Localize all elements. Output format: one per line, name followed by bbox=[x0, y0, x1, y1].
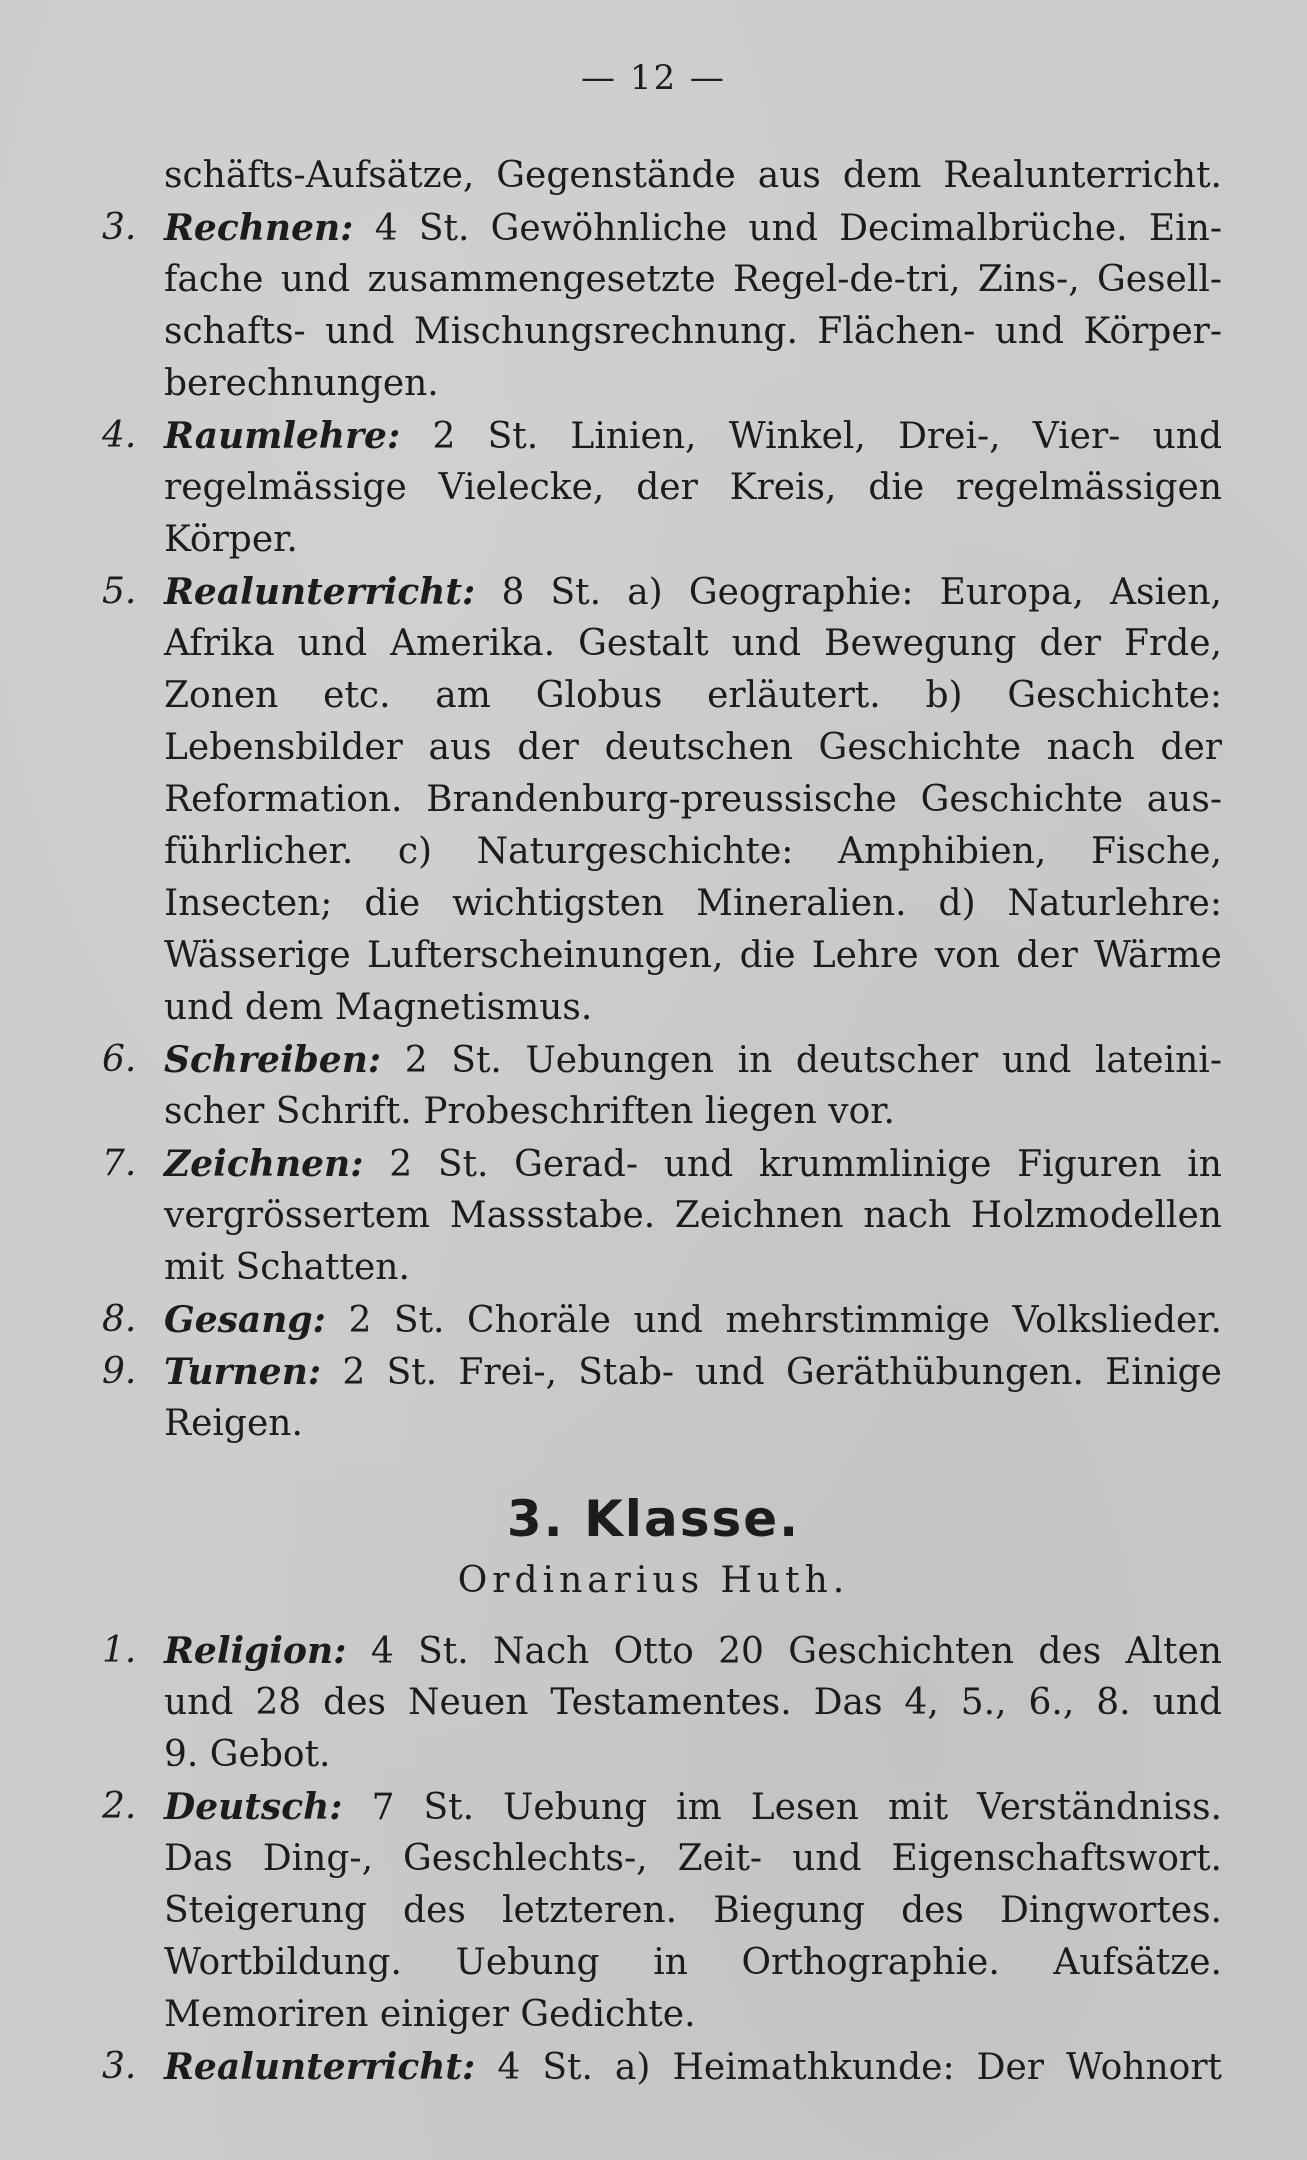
item-line: Wässerige Lufterscheinungen, die Lehre von der Wärme bbox=[164, 935, 1222, 976]
list-item bbox=[102, 1781, 1222, 2041]
item-text: 4 St. Nach Otto 20 Geschichten des Alten bbox=[370, 1631, 1222, 1672]
intro-line: schäfts-Aufsätze, Gegenstände aus dem Realunterricht. bbox=[164, 155, 1222, 196]
item-line: vergrössertem Massstabe. Zeichnen nach Holzmodellen bbox=[164, 1195, 1222, 1236]
item-line: scher Schrift. Probeschriften liegen vor. bbox=[164, 1091, 895, 1132]
item-text: 2 St. Linien, Winkel, Drei-, Vier- und bbox=[432, 416, 1222, 457]
item-number: 5. bbox=[102, 571, 137, 612]
subject-label: Raumlehre: bbox=[164, 415, 401, 457]
item-text: 4 St. a) Heimathkunde: Der Wohnort bbox=[497, 2047, 1222, 2088]
item-number: 1. bbox=[102, 1630, 137, 1671]
item-number: 9. bbox=[102, 1351, 137, 1392]
item-number: 8. bbox=[102, 1299, 137, 1340]
item-line: regelmässige Vielecke, der Kreis, die regelmässigen bbox=[164, 467, 1222, 508]
item-line: Afrika und Amerika. Gestalt und Bewegung der Frde, bbox=[164, 623, 1222, 664]
subject-label: Rechnen: bbox=[164, 207, 354, 249]
item-line bbox=[102, 202, 1222, 254]
item-number: 3. bbox=[102, 207, 137, 248]
item-number: 6. bbox=[102, 1039, 137, 1080]
list-item bbox=[102, 410, 1222, 566]
item-line bbox=[102, 1034, 1222, 1086]
list-item bbox=[102, 1294, 1222, 1346]
list-item bbox=[102, 566, 1222, 1034]
item-text: 2 St. Gerad- und krummlinige Figuren in bbox=[389, 1144, 1222, 1185]
item-line: schafts- und Mischungsrechnung. Flächen- und Körper- bbox=[164, 311, 1222, 352]
list-item bbox=[102, 1138, 1222, 1294]
item-line: Memoriren einiger Gedichte. bbox=[164, 1994, 696, 2035]
item-line: Steigerung des letzteren. Biegung des Dingwortes. bbox=[164, 1890, 1222, 1931]
item-line bbox=[102, 1346, 1222, 1398]
item-number: 3. bbox=[102, 2046, 137, 2087]
item-number: 7. bbox=[102, 1143, 137, 1184]
item-line: 9. Gebot. bbox=[164, 1734, 331, 1775]
subject-label: Realunterricht: bbox=[164, 571, 476, 613]
list-item bbox=[102, 1625, 1222, 1781]
item-line bbox=[102, 2041, 1222, 2093]
item-line bbox=[102, 1294, 1222, 1346]
subject-label: Religion: bbox=[164, 1630, 347, 1672]
item-line: und dem Magnetismus. bbox=[164, 987, 593, 1028]
list-item bbox=[102, 202, 1222, 410]
subject-label: Realunterricht: bbox=[164, 2046, 476, 2088]
text-block-upper bbox=[102, 150, 1222, 1450]
item-text: 2 St. Choräle und mehrstimmige Volkslieder. bbox=[348, 1300, 1222, 1341]
item-line: Das Ding-, Geschlechts-, Zeit- und Eigenschaftswort. bbox=[164, 1838, 1222, 1879]
item-line: Zonen etc. am Globus erläutert. b) Geschichte: bbox=[164, 675, 1222, 716]
item-line: berechnungen. bbox=[164, 363, 439, 404]
item-line: mit Schatten. bbox=[164, 1247, 410, 1288]
text-block-lower bbox=[102, 1625, 1222, 2093]
subject-label: Deutsch: bbox=[164, 1786, 343, 1828]
item-line: Insecten; die wichtigsten Mineralien. d) Naturlehre: bbox=[164, 883, 1222, 924]
item-line bbox=[102, 1138, 1222, 1190]
ordinarius-line: Ordinarius Huth. bbox=[457, 1560, 850, 1601]
subject-label: Gesang: bbox=[164, 1299, 326, 1341]
item-text: 7 St. Uebung im Lesen mit Verständniss. bbox=[371, 1787, 1222, 1828]
list-item bbox=[102, 1346, 1222, 1450]
subject-label: Zeichnen: bbox=[164, 1143, 364, 1185]
item-line: und 28 des Neuen Testamentes. Das 4, 5., 6., 8. und bbox=[164, 1682, 1222, 1723]
item-line: Wortbildung. Uebung in Orthographie. Aufsätze. bbox=[164, 1942, 1222, 1983]
item-text: 2 St. Frei-, Stab- und Geräthübungen. Einige bbox=[342, 1352, 1222, 1393]
item-line: Reformation. Brandenburg-preussische Geschichte aus- bbox=[164, 779, 1222, 820]
item-number: 2. bbox=[102, 1786, 137, 1827]
item-line bbox=[102, 1625, 1222, 1677]
item-line bbox=[102, 410, 1222, 462]
item-line: Reigen. bbox=[164, 1403, 303, 1444]
subject-label: Turnen: bbox=[164, 1351, 322, 1393]
item-number: 4. bbox=[102, 415, 137, 456]
item-line: führlicher. c) Naturgeschichte: Amphibien, Fische, bbox=[164, 831, 1222, 872]
page-number: — 12 — bbox=[581, 58, 726, 98]
list-item bbox=[102, 1034, 1222, 1138]
item-line bbox=[102, 566, 1222, 618]
item-line: fache und zusammengesetzte Regel-de-tri, Zins-, Gesell- bbox=[164, 259, 1222, 300]
item-line: Körper. bbox=[164, 519, 298, 560]
list-item bbox=[102, 2041, 1222, 2093]
item-line bbox=[102, 1781, 1222, 1833]
item-text: 4 St. Gewöhnliche und Decimalbrüche. Ein- bbox=[374, 208, 1222, 249]
item-line: Lebensbilder aus der deutschen Geschichte nach der bbox=[164, 727, 1222, 768]
item-text: 8 St. a) Geographie: Europa, Asien, bbox=[501, 572, 1222, 613]
item-text: 2 St. Uebungen in deutscher und lateini- bbox=[404, 1040, 1222, 1081]
subject-label: Schreiben: bbox=[164, 1039, 382, 1081]
class-heading: 3. Klasse. bbox=[506, 1490, 801, 1548]
